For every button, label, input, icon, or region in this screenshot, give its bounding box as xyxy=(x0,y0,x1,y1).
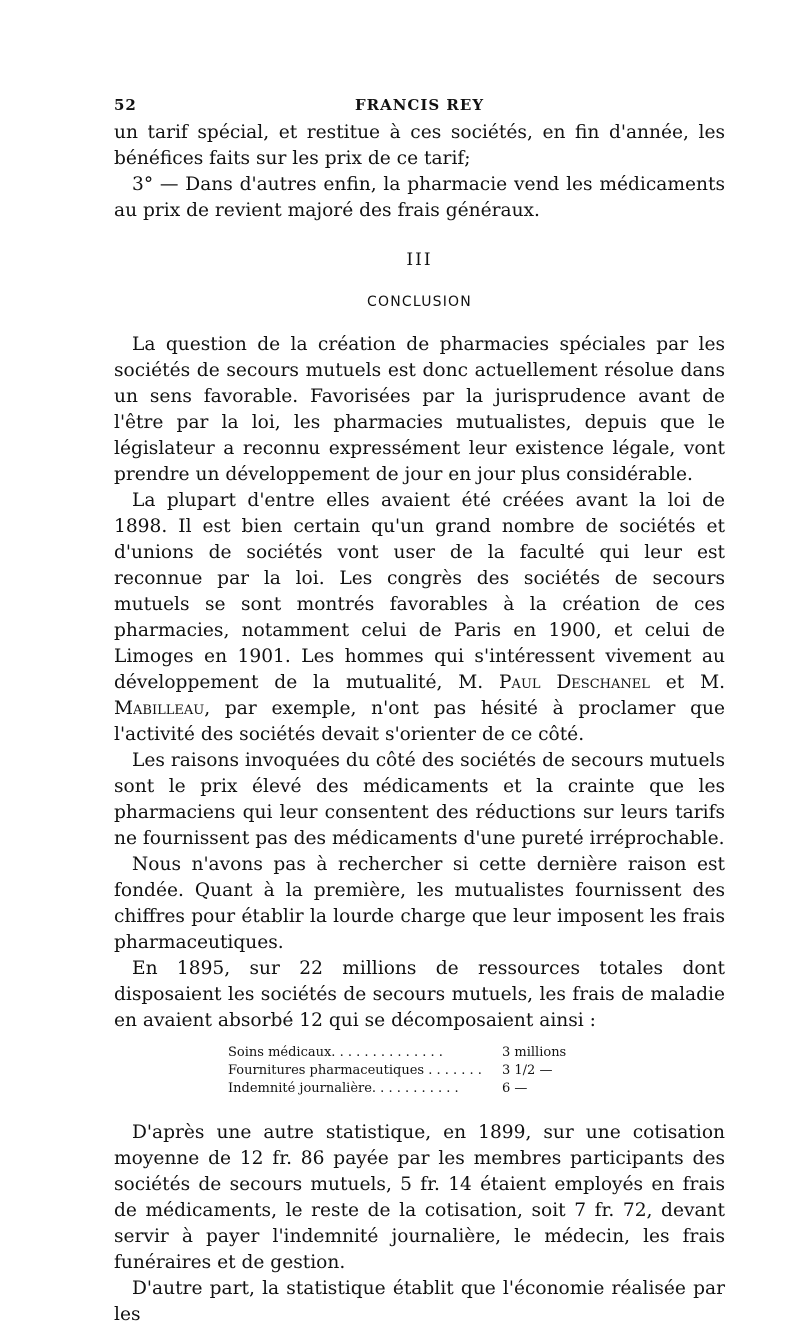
paragraph-conclusion: La question de la création de pharmacies spéciales par les sociétés de secours mutuels est donc actuellement résolue dans un sens favorable. Favorisées par la jurisprudence avant de l'être par la loi, les pharmacies mutualistes, depuis que le législateur a reconnu expressément leur existence légale, vont prendre un développement de jour en jour plus considérable. xyxy=(114,334,725,485)
page-number: 52 xyxy=(114,96,137,114)
expense-label: Indemnité journalière. . . . . . . . . . . xyxy=(228,1081,459,1096)
expense-label: Soins médicaux. . . . . . . . . . . . . . xyxy=(228,1045,443,1060)
paragraph-history-text: La plupart d'entre elles avaient été créées avant la loi de 1898. Il est bien certain qu'un grand nombre de sociétés et d'unions de sociétés vont user de la faculté qui leur est reconnue par la loi. Les congrès des sociétés de secours mutuels se sont montrés favorables à la création de ces pharmacies, notamment celui de Paris en 1900, et celui de Limoges en 1901. Les hommes qui s'intéressent vivement au développement de la mutualité, xyxy=(114,490,725,693)
name-prefix-2: M. xyxy=(700,672,726,693)
expense-table xyxy=(228,1044,588,1098)
paragraph-1899: D'après une autre statistique, en 1899, sur une cotisation moyenne de 12 fr. 86 payée par les membres participants des sociétés de secours mutuels, 5 fr. 14 étaient employés en frais de médicaments, le reste de la cotisation, soit 7 fr. 72, devant servir à payer l'indemnité journalière, le médecin, les frais funéraires et de gestion. xyxy=(114,1122,725,1273)
table-row xyxy=(228,1080,588,1098)
running-title: FRANCIS REY xyxy=(354,96,485,114)
paragraph-reasons: Les raisons invoquées du côté des sociétés de secours mutuels sont le prix élevé des médicaments et la crainte que les pharmaciens qui leur consentent des réductions sur leurs tarifs ne fournissent pas des médicaments d'une pureté irréprochable. xyxy=(114,750,725,849)
paragraph-continuation: un tarif spécial, et restitue à ces sociétés, en fin d'année, les bénéfices faits sur les prix de ce tarif; xyxy=(114,122,725,169)
running-head xyxy=(114,96,725,120)
table-row xyxy=(228,1062,588,1080)
paragraph-history-end: , par exemple, n'ont pas hésité à proclamer que l'activité des sociétés devait s'orienter de ce côté. xyxy=(114,698,725,745)
paragraph-third-case: 3° — Dans d'autres enfin, la pharmacie vend les médicaments au prix de revient majoré des frais généraux. xyxy=(114,174,725,221)
expense-value: 6 — xyxy=(502,1081,528,1096)
name-prefix-1: M. xyxy=(458,672,500,693)
person-name-deschanel: Paul Deschanel xyxy=(499,672,650,693)
expense-value: 3 1/2 — xyxy=(502,1063,553,1078)
paragraph-figures: Nous n'avons pas à rechercher si cette dernière raison est fondée. Quant à la première, les mutualistes fournissent des chiffres pour établir la lourde charge que leur imposent les frais pharmaceutiques. xyxy=(114,854,725,953)
expense-label: Fournitures pharmaceutiques . . . . . . . xyxy=(228,1063,482,1078)
person-name-mabilleau: Mabilleau xyxy=(114,698,205,719)
paragraph-1895: En 1895, sur 22 millions de ressources totales dont disposaient les sociétés de secours mutuels, les frais de maladie en avaient absorbé 12 qui se décomposaient ainsi : xyxy=(114,958,725,1031)
paragraph-history xyxy=(114,488,725,748)
name-joiner: et xyxy=(649,672,701,693)
section-number: III xyxy=(406,250,433,270)
expense-value: 3 millions xyxy=(502,1045,567,1060)
paragraph-savings: D'autre part, la statistique établit que l'économie réalisée par les xyxy=(114,1278,725,1325)
section-title: CONCLUSION xyxy=(367,294,472,310)
table-row xyxy=(228,1044,588,1062)
